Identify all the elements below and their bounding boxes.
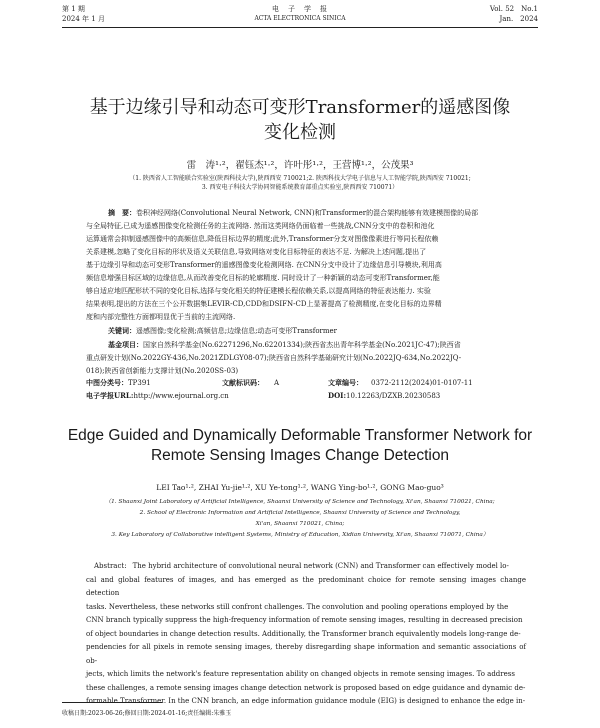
abstract-cn-line: 关系建模,忽略了变化目标的形状及语义关联信息,导致网络对变化目标特征的表达不足. 为解决上述问题,提出了 xyxy=(86,248,427,256)
abstract-en xyxy=(86,560,526,709)
header-issue-cn: 第 1 期 xyxy=(62,5,85,13)
affiliation-line: 3. 西安电子科技大学协同智能系统教育部重点实验室,陕西西安 710071） xyxy=(201,184,399,191)
abstract-en-label: Abstract: xyxy=(94,562,127,570)
header-volume: Vol. 52 No.1 xyxy=(489,5,538,13)
clc-field xyxy=(86,377,151,389)
abstract-cn-line: 频信息增强目标区域的边缘信息,从而改善变化目标的轮廓精度. 同时设计了一种新颖的动态可变形Transformer,能 xyxy=(86,274,440,282)
abstract-en-line: of object boundaries in change detection results. Additionally, the Transformer branch equivalently models long-range de- xyxy=(86,629,521,638)
article-no-label: 文章编号： xyxy=(328,378,363,387)
abstract-cn-line: 与全局特征,已成为遥感图像变化检测任务的主流网络. 然而这类网络仍面临着一些挑战,CNN分支中的卷积和池化 xyxy=(86,222,435,230)
authors-cn: 雷 涛¹·²，翟钰杰¹·²，许叶彤¹·²，王营博¹·²，公茂果³ xyxy=(186,160,414,171)
affiliation-line: （1. 陕西省人工智能联合实验室(陕西科技大学),陕西西安 710021;2. 陕西科技大学电子信息与人工智能学院,陕西西安 710021; xyxy=(129,175,471,182)
url-field xyxy=(86,390,229,402)
doi-label: DOI: xyxy=(328,391,347,400)
received-date-note: 收稿日期:2023-06-26;修回日期:2024-01-16;责任编辑:朱雅玉 xyxy=(62,710,232,717)
title-cn-line: 变化检测 xyxy=(264,122,336,143)
abstract-en-line: jects, which limits the network's feature representation ability on changed objects in remote sensing images. To address xyxy=(86,670,515,678)
doc-code-field xyxy=(222,377,279,389)
doc-code-label: 文献标识码： xyxy=(222,378,264,387)
abstract-cn-line: 够自适应地匹配形状不同的变化目标,选择与变化相关的特征建模长程依赖关系,以提高网络的特征表达能力. 实验 xyxy=(86,287,431,295)
abstract-cn-line: 结果表明,提出的方法在三个公开数据集LEVIR-CD,CDD和DSIFN-CD上显著提高了检测精度,在变化目标的边界精 xyxy=(86,300,442,308)
affiliation-en-line: 2. School of Electronic Information and Artificial Intelligence, Shaanxi University of Science and Technology, xyxy=(139,510,461,516)
abstract-cn-line: 度和内部完整性方面都明显优于当前的主流网络. xyxy=(86,313,236,321)
affiliation-en-line: Xi'an, Shaanxi 710021, China; xyxy=(255,521,345,527)
affiliation-en-line: 3. Key Laboratory of Collaborative intelligent Systems, Ministry of Education, Xidian University, Xi'an, Shaanxi 710071, China） xyxy=(111,532,489,538)
abstract-cn-label: 摘 要： xyxy=(108,208,136,217)
affiliation-en-line: （1. Shaanxi Joint Laboratory of Artificial Intelligence, Shaanxi University of Science and Technology, Xi'an, Shaanxi 710021, China; xyxy=(105,499,495,505)
header-journal-cn: 电 子 学 报 xyxy=(272,5,328,13)
abstract-cn-line: 基于边缘引导和动态可变形Transformer的遥感图像变化检测网络. 在CNN分支中设计了边缘信息引导模块,利用高 xyxy=(86,261,442,269)
abstract-cn-line: 运算通常会抑制遥感图像中的高频信息,降低目标边界的精度;此外,Transformer分支对图像像素进行等同长程依赖 xyxy=(86,235,439,243)
abstract-en-line: CNN branch typically suppress the high-frequency information of remote sensing images, resulting in decreased precision xyxy=(86,616,523,624)
article-no-field xyxy=(328,377,473,389)
abstract-cn xyxy=(86,206,526,378)
abstract-en-line: formable Transformer. In the CNN branch, an edge information guidance module (EIG) is designed to enhance the edge in- xyxy=(86,697,526,705)
title-en-line: Edge Guided and Dynamically Deformable Transformer Network for xyxy=(67,427,533,444)
affiliations-en xyxy=(60,497,540,541)
clc-value: TP391 xyxy=(128,379,151,387)
url-label: 电子学报URL: xyxy=(86,391,134,400)
doc-code-value: A xyxy=(274,379,280,387)
abstract-en-line: cal and global features of images, and has emerged as the predominant choice for remote sensing images change detection xyxy=(86,575,526,597)
funding-cn-line: 018);陕西省创新能力支撑计划(No.2020SS-03) xyxy=(86,367,239,375)
abstract-en-line: The hybrid architecture of convolutional neural network (CNN) and Transformer can effectively model lo- xyxy=(132,562,509,570)
header-date-en: Jan. 2024 xyxy=(499,15,538,23)
doi-field xyxy=(328,390,440,402)
funding-cn-label: 基金项目： xyxy=(108,340,143,349)
footnote-rule xyxy=(62,702,162,703)
authors-en: LEI Tao¹·², ZHAI Yu-jie¹·², XU Ye-tong¹·², WANG Ying-bo¹·², GONG Mao-guo³ xyxy=(156,483,444,492)
header-rule xyxy=(62,27,538,28)
affiliations-cn xyxy=(60,174,540,192)
abstract-en-line: pendencies for all pixels in remote sensing images, thereby disregarding shape information and semantic associations of ob- xyxy=(86,643,526,665)
title-cn-line: 基于边缘引导和动态可变形Transformer的遥感图像 xyxy=(89,97,511,118)
header-date-cn: 2024 年 1 月 xyxy=(62,15,105,23)
abstract-en-line: tasks. Nevertheless, these networks still confront challenges. The convolution and pooling operations employed by the xyxy=(86,602,509,611)
url-value[interactable]: http://www.ejournal.org.cn xyxy=(133,392,229,400)
keywords-cn-label: 关键词： xyxy=(108,326,136,335)
funding-cn-line: 国家自然科学基金(No.62271296,No.62201334);陕西省杰出青年科学基金(No.2021JC-47);陕西省 xyxy=(143,341,461,349)
clc-label: 中图分类号： xyxy=(86,378,128,387)
keywords-cn: 遥感图像;变化检测;高频信息;边缘信息;动态可变形Transformer xyxy=(136,327,337,335)
abstract-cn-line: 卷积神经网络(Convolutional Neural Network, CNN)和Transformer的混合架构能够有效建模图像的局部 xyxy=(136,209,479,217)
title-en xyxy=(40,426,560,466)
funding-cn-line: 重点研发计划(No.2022GY-436,No.2021ZDLGY08-07);陕西省自然科学基础研究计划(No.2022JQ-634,No.2022JQ- xyxy=(86,354,462,362)
doi-value[interactable]: 10.12263/DZXB.20230583 xyxy=(346,392,441,400)
abstract-en-line: these challenges, a remote sensing images change detection network is proposed based on edge guidance and dynamic de- xyxy=(86,683,526,692)
title-en-line: Remote Sensing Images Change Detection xyxy=(150,447,450,464)
article-no-value: 0372-2112(2024)01-0107-11 xyxy=(371,379,473,387)
header-journal-en: ACTA ELECTRONICA SINICA xyxy=(254,15,346,22)
title-cn xyxy=(60,95,540,145)
